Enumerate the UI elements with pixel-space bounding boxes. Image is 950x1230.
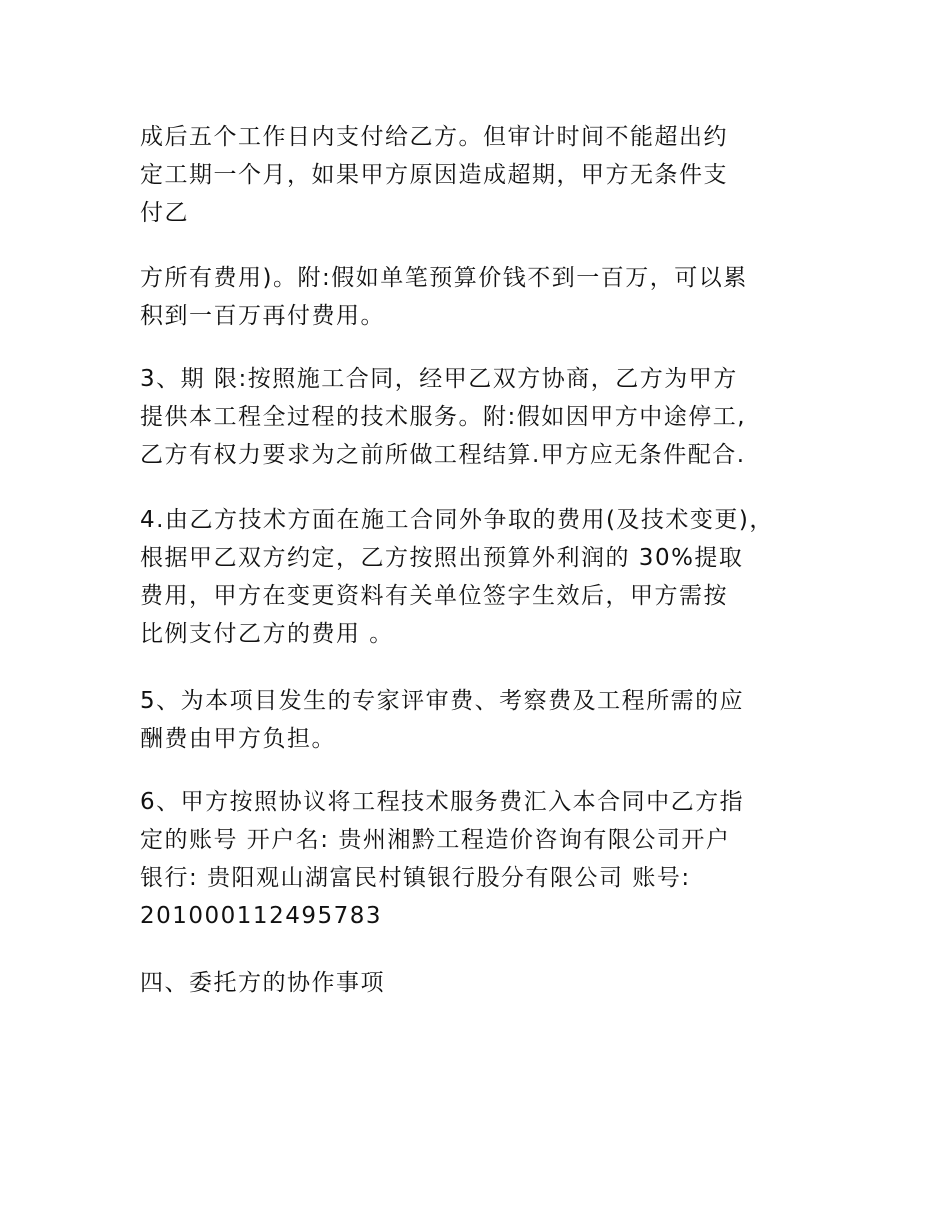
text-line: 定工期一个月，如果甲方原因造成超期，甲方无条件支 [140, 162, 728, 188]
paragraph-payment-timing [140, 118, 840, 232]
text-line: 定的账号 开户名: 贵州湘黔工程造价咨询有限公司开户 [140, 827, 731, 853]
text-line: 方所有费用)。附:假如单笔预算价钱不到一百万，可以累 [140, 265, 748, 291]
section-heading: 四、委托方的协作事项 [140, 970, 385, 996]
text-line: 费用，甲方在变更资料有关单位签字生效后，甲方需按 [140, 583, 728, 609]
paragraph-clause-3-term [140, 360, 840, 474]
text-line: 比例支付乙方的费用 。 [140, 621, 394, 647]
paragraph-clause-5-expenses [140, 682, 840, 758]
text-line: 银行: 贵阳观山湖富民村镇银行股分有限公司 账号: [140, 865, 691, 891]
text-line: 乙方有权力要求为之前所做工程结算.甲方应无条件配合. [140, 442, 746, 468]
account-number: 201000112495783 [140, 903, 382, 929]
paragraph-fees-note [140, 259, 840, 335]
text-line: 付乙 [140, 200, 189, 226]
text-line: 5、为本项目发生的专家评审费、考察费及工程所需的应 [140, 688, 745, 714]
paragraph-clause-6-bank-account [140, 783, 840, 935]
paragraph-clause-4-extra-fees [140, 501, 840, 653]
text-line: 提供本工程全过程的技术服务。附:假如因甲方中途停工, [140, 404, 747, 430]
text-line: 3、期 限:按照施工合同，经甲乙双方协商，乙方为甲方 [140, 366, 738, 392]
text-line: 成后五个工作日内支付给乙方。但审计时间不能超出约 [140, 124, 728, 150]
section-heading-client-cooperation [140, 964, 840, 1002]
text-line: 酬费由甲方负担。 [140, 726, 336, 752]
text-line: 4.由乙方技术方面在施工合同外争取的费用(及技术变更)， [140, 507, 774, 533]
text-line: 积到一百万再付费用。 [140, 303, 385, 329]
text-line: 6、甲方按照协议将工程技术服务费汇入本合同中乙方指 [140, 789, 745, 815]
text-line: 根据甲乙双方约定，乙方按照出预算外利润的 30%提取 [140, 545, 744, 571]
